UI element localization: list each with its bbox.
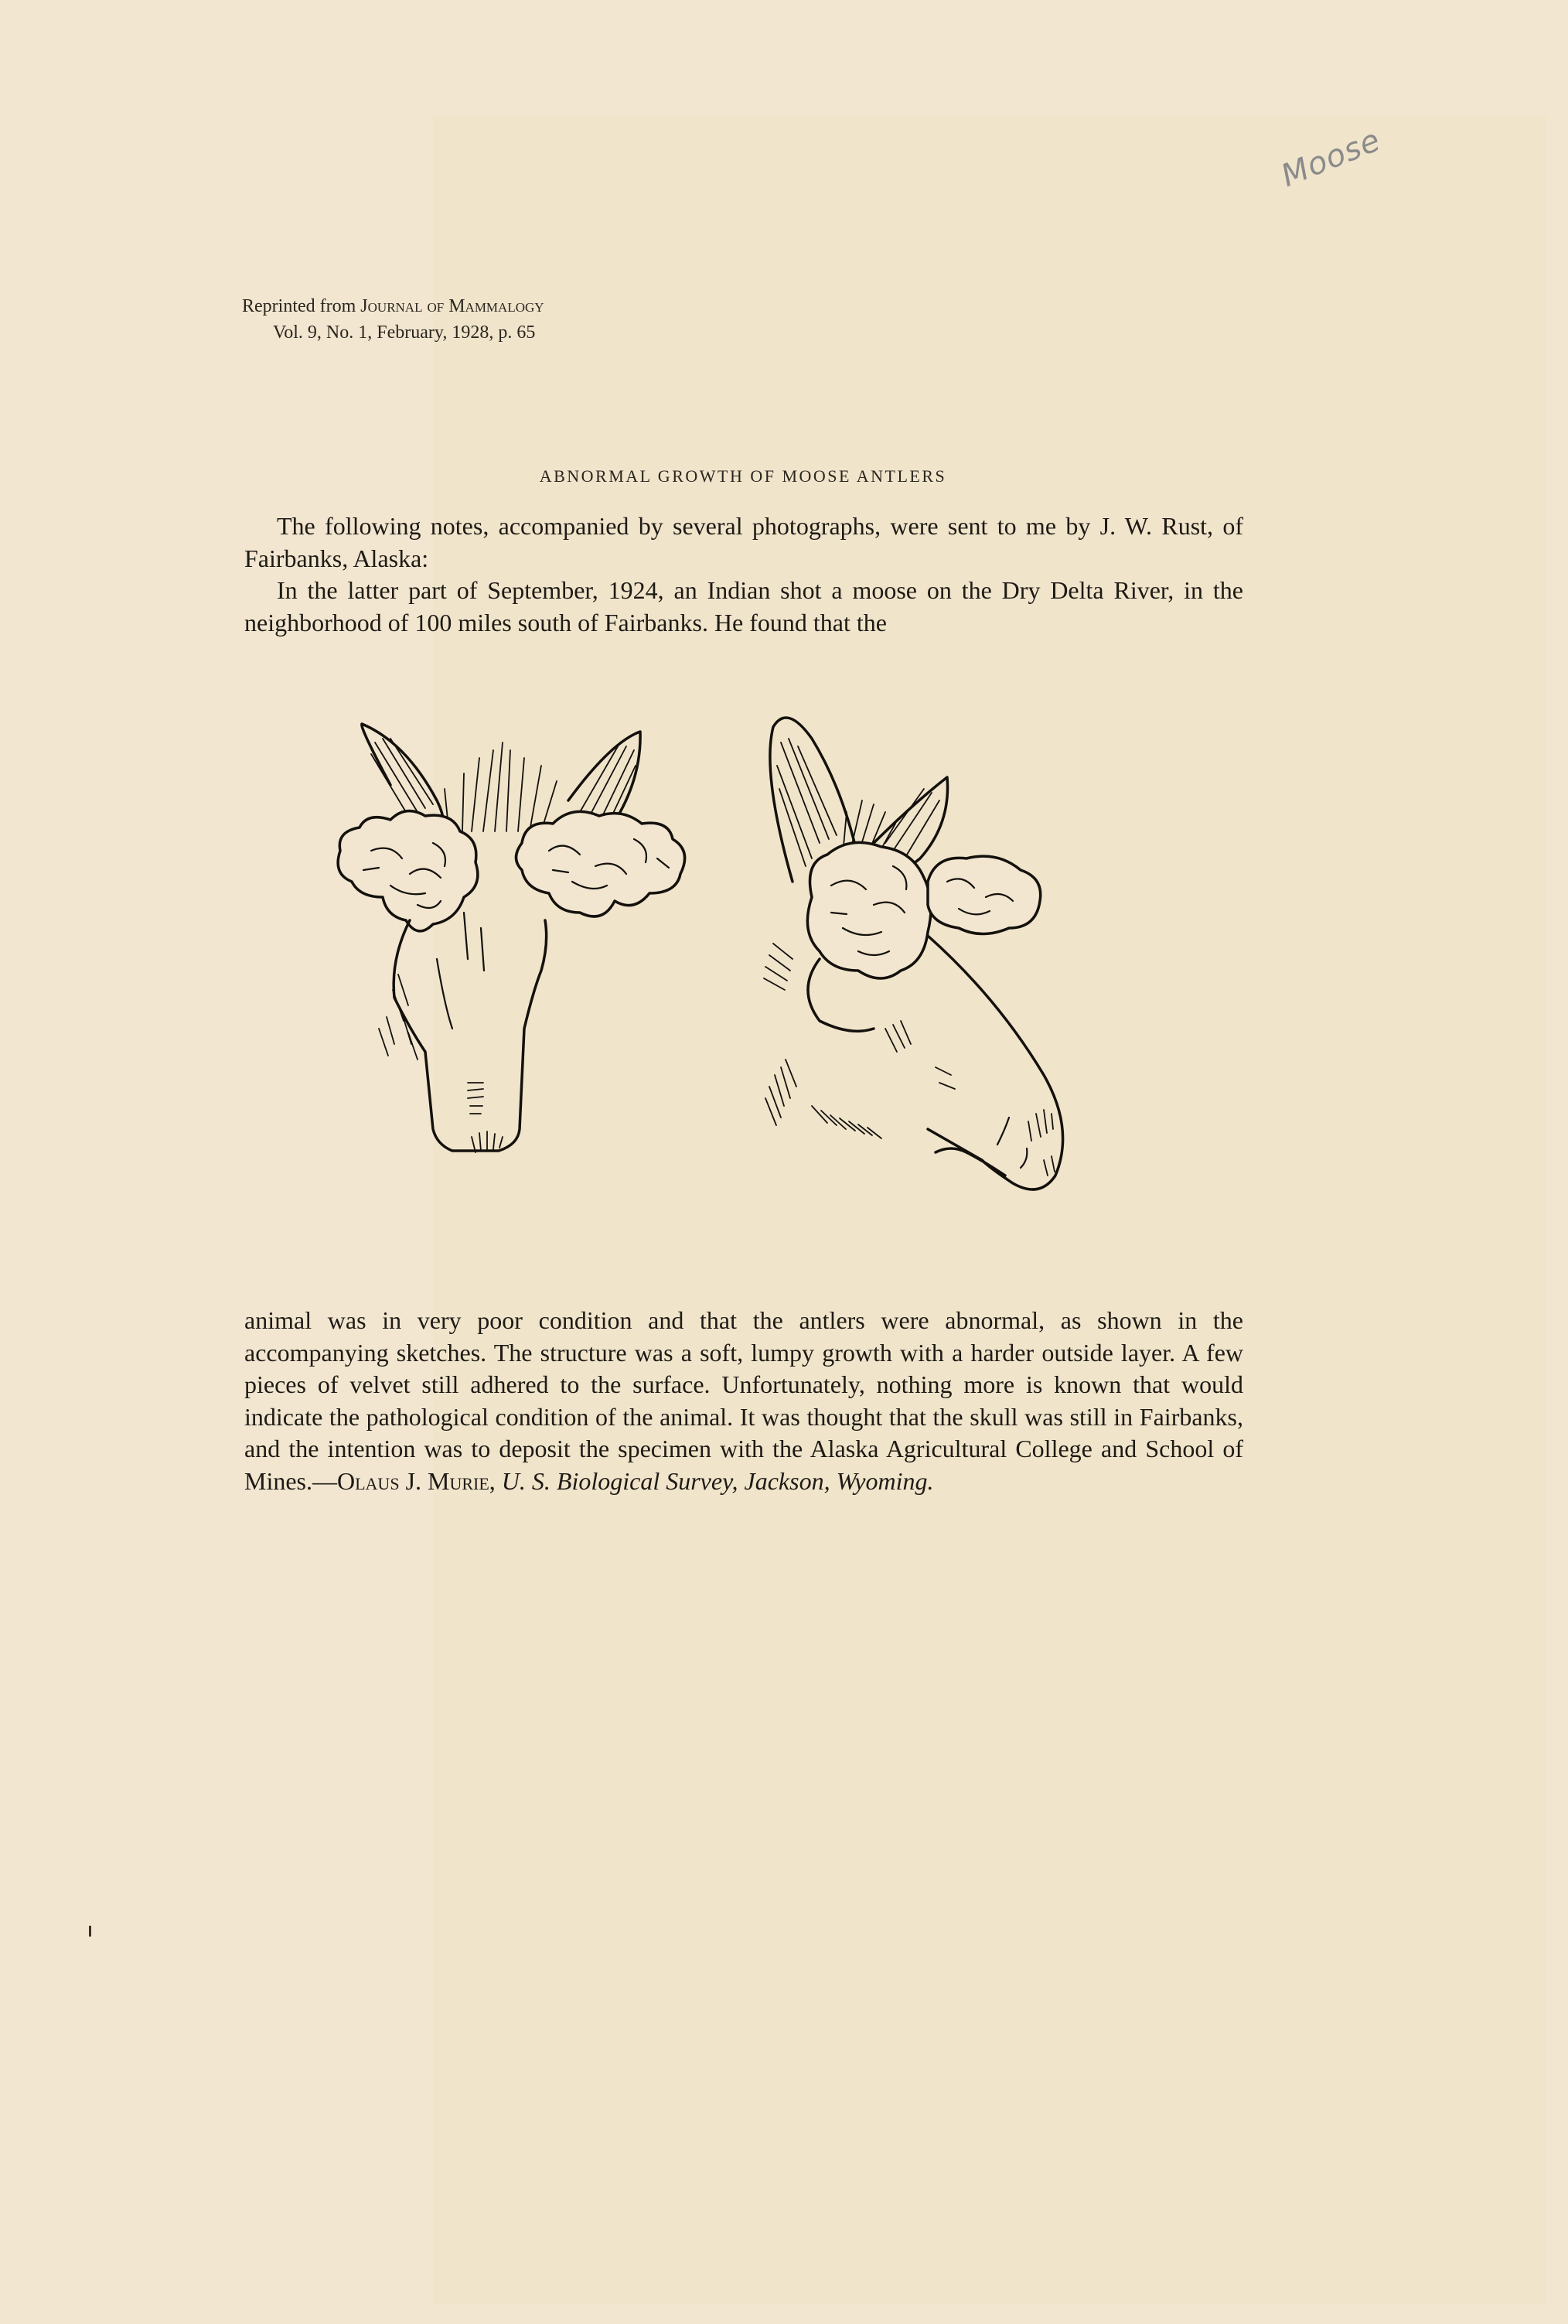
article-title: ABNORMAL GROWTH OF MOOSE ANTLERS	[539, 466, 947, 486]
paragraph-intro: The following notes, accompanied by several photographs, were sent to me by J. W. Rust, of Fairbanks, Alaska:	[244, 512, 1243, 572]
handwritten-margin-note: Moose	[1276, 122, 1386, 194]
author-affiliation: U. S. Biological Survey, Jackson, Wyoming.	[501, 1466, 934, 1495]
margin-tick-mark	[89, 1926, 91, 1937]
reprint-prefix: Reprinted from	[242, 296, 356, 316]
journal-name: Journal of Mammalogy	[360, 296, 544, 316]
side-view-sketch	[764, 718, 1063, 1189]
paragraph-location: In the latter part of September, 1924, an Indian shot a moose on the Dry Delta River, in the neighborhood of 100 miles south of Fairbanks. He found that the	[244, 576, 1243, 636]
moose-head-sketches-figure	[317, 665, 1191, 1284]
reprint-header	[242, 293, 544, 346]
paragraph-description: animal was in very poor condition and that the antlers were abnormal, as shown in the accompanying sketches. The structure was a soft, lumpy growth with a harder outside layer. A few pieces of velvet still adhered to the surface. Unfortunately, nothing more is known that would indicate the pathological condition of the animal. It was thought that the skull was still in Fairbanks, and the intention was to deposit the specimen with the Alaska Agricultural College and School of Mines.—Olaus J. Murie, U. S. Biological Survey, Jackson, Wyoming.	[244, 1306, 1243, 1495]
paragraph-description-text: animal was in very poor condition and that the antlers were abnormal, as shown in the accompanying sketches. The structure was a soft, lumpy growth with a harder outside layer. A few pieces of velvet still adhered to the surface. Unfortunately, nothing more is known that would indicate the pathological condition of the animal. It was thought that the skull was still in Fairbanks, and the intention was to deposit the specimen with the Alaska Agricultural College and School of Mines.—	[244, 1306, 1243, 1495]
front-view-sketch	[338, 724, 684, 1152]
author-name: Olaus J. Murie	[337, 1466, 489, 1495]
article-body-bottom	[244, 1305, 1243, 1497]
sketch-illustration	[317, 665, 1191, 1284]
article-body-top	[244, 510, 1243, 639]
volume-line: Vol. 9, No. 1, February, 1928, p. 65	[273, 322, 536, 343]
reprint-source-line	[242, 293, 544, 319]
